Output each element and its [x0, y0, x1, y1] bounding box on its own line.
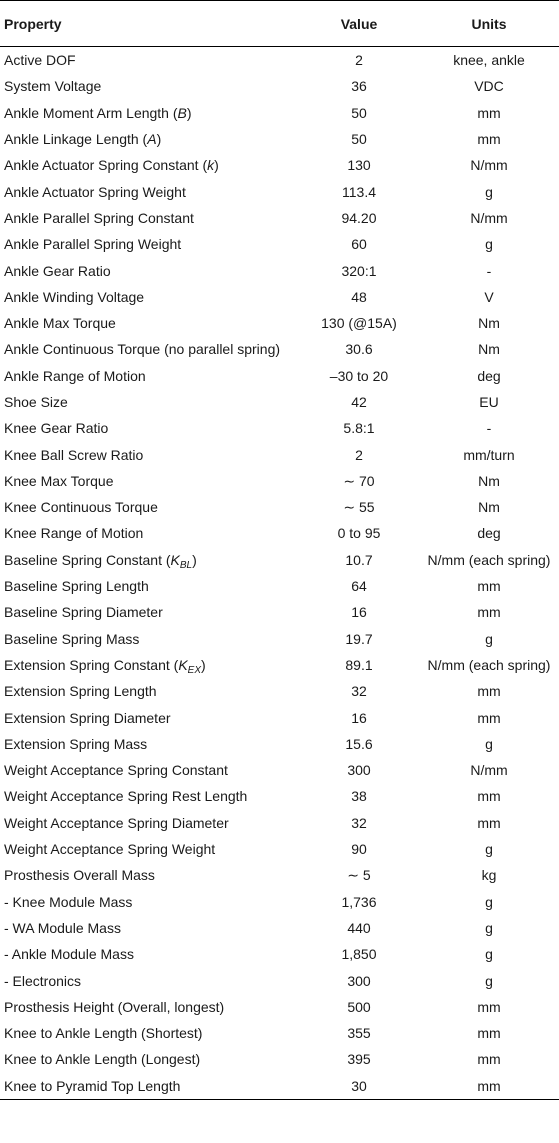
units-cell: mm: [477, 998, 501, 1015]
units-cell: deg: [477, 367, 501, 384]
property-cell: [0, 731, 299, 757]
value-cell: 64: [351, 578, 367, 595]
table-row: [0, 441, 559, 467]
table-row: [0, 100, 559, 126]
table-row: [0, 126, 559, 152]
table-row: [0, 363, 559, 389]
property-cell: [0, 836, 299, 862]
table-row: [0, 336, 559, 362]
table-row: [0, 389, 559, 415]
property-cell: [0, 47, 299, 74]
value-cell: 50: [351, 104, 367, 121]
table-row: [0, 1046, 559, 1072]
table-row: [0, 152, 559, 178]
units-cell: knee, ankle: [453, 52, 525, 69]
property-cell: [0, 994, 299, 1020]
property-label: - Knee Module Mass: [4, 893, 133, 910]
table-row: [0, 178, 559, 204]
units-cell: mm: [477, 709, 501, 726]
table-row: [0, 1020, 559, 1046]
property-label: Ankle Continuous Torque (no parallel spring): [4, 341, 281, 358]
property-cell: [0, 310, 299, 336]
value-cell: 42: [351, 394, 367, 410]
units-cell: EU: [479, 394, 499, 410]
property-label: Weight Acceptance Spring Rest Length: [4, 788, 248, 805]
table-row: [0, 941, 559, 967]
property-cell: [0, 441, 299, 467]
value-cell: 2: [355, 446, 363, 463]
value-cell: 2: [355, 52, 363, 69]
property-symbol: B: [177, 104, 187, 121]
units-cell: -: [486, 262, 492, 279]
header-value: Value: [299, 1, 419, 47]
units-cell: N/mm: [470, 209, 508, 226]
property-label: Ankle Parallel Spring Constant: [4, 209, 194, 226]
property-cell: [0, 126, 299, 152]
property-cell: [0, 363, 299, 389]
value-cell: ∼ 70: [343, 472, 375, 489]
header-row: [0, 1, 559, 47]
units-cell: N/mm (each spring): [427, 656, 551, 673]
property-label: Prosthesis Overall Mass: [4, 867, 155, 884]
value-cell: 300: [347, 972, 371, 989]
property-label: Extension Spring Mass: [4, 735, 148, 752]
units-cell: VDC: [474, 78, 504, 95]
value-cell: 113.4: [342, 183, 376, 200]
property-label: Prosthesis Height (Overall, longest): [4, 998, 225, 1015]
property-label: Knee Continuous Torque: [4, 499, 158, 516]
value-cell: 440: [347, 919, 371, 936]
property-cell: [0, 389, 299, 415]
property-label: Baseline Spring Diameter: [4, 604, 163, 621]
units-cell: g: [485, 893, 493, 910]
units-cell: -: [486, 420, 492, 437]
table-row: [0, 547, 559, 573]
units-cell: N/mm: [470, 157, 508, 174]
property-suffix: ): [201, 656, 206, 673]
table-row: [0, 626, 559, 652]
table-row: [0, 284, 559, 310]
property-cell: [0, 336, 299, 362]
units-cell: deg: [477, 525, 501, 542]
units-cell: g: [485, 630, 493, 647]
units-cell: g: [485, 919, 493, 936]
value-cell: ∼ 55: [343, 499, 375, 516]
property-cell: [0, 547, 299, 573]
property-label: Knee Ball Screw Ratio: [4, 446, 144, 463]
table-row: [0, 967, 559, 993]
property-cell: [0, 941, 299, 967]
value-cell: 10.7: [345, 551, 373, 568]
units-cell: N/mm: [470, 762, 508, 779]
property-cell: [0, 415, 299, 441]
property-label: Ankle Gear Ratio: [4, 262, 111, 279]
value-cell: 36: [351, 78, 367, 95]
property-label: Weight Acceptance Spring Diameter: [4, 814, 229, 831]
property-label: Baseline Spring Constant (: [4, 551, 171, 568]
value-cell: 300: [347, 762, 371, 779]
property-label: Ankle Actuator Spring Weight: [4, 183, 186, 200]
units-cell: g: [485, 236, 493, 253]
property-cell: [0, 178, 299, 204]
property-label: Knee to Pyramid Top Length: [4, 1077, 181, 1094]
property-cell: [0, 257, 299, 283]
property-label: Active DOF: [4, 52, 76, 69]
property-cell: [0, 73, 299, 99]
value-cell: 32: [351, 814, 367, 831]
table-row: [0, 836, 559, 862]
property-symbol-subscript: BL: [179, 559, 193, 571]
units-cell: mm: [477, 604, 501, 621]
property-label: Ankle Max Torque: [4, 315, 116, 332]
table-row: [0, 468, 559, 494]
property-symbol: K: [170, 551, 180, 568]
property-symbol: k: [207, 157, 215, 174]
property-label: Ankle Range of Motion: [4, 367, 146, 384]
property-cell: [0, 573, 299, 599]
table-row: [0, 704, 559, 730]
property-cell: [0, 704, 299, 730]
table-row: [0, 494, 559, 520]
value-cell: 1,850: [341, 946, 377, 963]
property-symbol: K: [178, 656, 188, 673]
property-label: Ankle Actuator Spring Constant (: [4, 157, 208, 174]
units-cell: mm: [477, 131, 501, 148]
property-cell: [0, 810, 299, 836]
value-cell: 38: [351, 788, 367, 805]
table-row: [0, 862, 559, 888]
value-cell: 60: [351, 236, 367, 253]
units-cell: mm: [477, 104, 501, 121]
units-cell: Nm: [478, 341, 500, 358]
table-row: [0, 994, 559, 1020]
value-cell: 355: [347, 1025, 371, 1042]
value-cell: 32: [351, 683, 367, 700]
property-suffix: ): [214, 157, 219, 174]
property-label: Ankle Parallel Spring Weight: [4, 236, 182, 253]
table-row: [0, 915, 559, 941]
table-row: [0, 520, 559, 546]
table-row: [0, 889, 559, 915]
table-row: [0, 310, 559, 336]
property-suffix: ): [156, 131, 162, 148]
units-cell: mm: [477, 683, 501, 700]
units-cell: mm: [477, 814, 501, 831]
property-cell: [0, 626, 299, 652]
property-label: Ankle Winding Voltage: [4, 288, 145, 305]
property-cell: [0, 599, 299, 625]
table-row: [0, 257, 559, 283]
table-row: [0, 73, 559, 99]
value-cell: 48: [351, 288, 367, 305]
value-cell: ∼ 5: [347, 867, 371, 884]
units-cell: g: [485, 841, 493, 858]
header-property: Property: [0, 1, 299, 47]
value-cell: 50: [351, 131, 367, 148]
header-units: Units: [419, 1, 559, 47]
property-cell: [0, 100, 299, 126]
property-cell: [0, 520, 299, 546]
table-row: [0, 599, 559, 625]
units-cell: mm: [477, 1051, 501, 1068]
property-cell: [0, 205, 299, 231]
property-suffix: ): [192, 551, 197, 568]
table-row: [0, 757, 559, 783]
value-cell: 5.8:1: [343, 420, 375, 437]
property-cell: [0, 915, 299, 941]
property-label: Knee Range of Motion: [4, 525, 144, 542]
value-cell: 94.20: [341, 209, 377, 226]
table-row: [0, 573, 559, 599]
units-cell: g: [485, 735, 493, 752]
property-label: Extension Spring Diameter: [4, 709, 171, 726]
value-cell: 89.1: [345, 656, 373, 673]
property-label: Ankle Linkage Length (: [4, 131, 148, 148]
units-cell: Nm: [478, 472, 500, 489]
table-body: [0, 47, 559, 1100]
units-cell: g: [485, 183, 493, 200]
table-row: [0, 47, 559, 74]
property-label: Weight Acceptance Spring Weight: [4, 841, 216, 858]
property-label: Weight Acceptance Spring Constant: [4, 762, 228, 779]
property-cell: [0, 1073, 299, 1100]
units-cell: N/mm (each spring): [427, 551, 551, 568]
table-row: [0, 810, 559, 836]
value-cell: 395: [347, 1051, 371, 1068]
units-cell: kg: [481, 867, 497, 884]
value-cell: 130 (@15A): [321, 315, 397, 332]
property-cell: [0, 678, 299, 704]
property-cell: [0, 652, 299, 678]
property-cell: [0, 862, 299, 888]
property-cell: [0, 757, 299, 783]
property-cell: [0, 284, 299, 310]
table-row: [0, 231, 559, 257]
value-cell: 90: [351, 841, 367, 858]
units-cell: mm/turn: [463, 446, 515, 463]
property-label: - WA Module Mass: [4, 919, 121, 936]
property-cell: [0, 1046, 299, 1072]
property-label: Extension Spring Length: [4, 683, 157, 700]
property-label: Baseline Spring Mass: [4, 630, 140, 647]
table-header: [0, 1, 559, 47]
table-row: [0, 1073, 559, 1100]
property-cell: [0, 889, 299, 915]
value-cell: 500: [347, 998, 371, 1015]
units-cell: V: [484, 288, 494, 305]
table-row: [0, 731, 559, 757]
value-cell: 16: [351, 604, 367, 621]
units-cell: Nm: [478, 499, 500, 516]
units-cell: mm: [419, 1073, 559, 1100]
table-row: [0, 652, 559, 678]
property-label: Knee Max Torque: [4, 472, 114, 489]
property-label: Shoe Size: [4, 394, 68, 410]
property-label: - Electronics: [4, 972, 82, 989]
property-label: Baseline Spring Length: [4, 578, 149, 595]
property-cell: [0, 783, 299, 809]
property-label: Knee to Ankle Length (Longest): [4, 1051, 201, 1068]
table-row: [0, 205, 559, 231]
units-cell: g: [485, 946, 493, 963]
value-cell: 15.6: [345, 735, 373, 752]
value-cell: 1,736: [341, 893, 377, 910]
table-row: [0, 678, 559, 704]
property-label: - Ankle Module Mass: [4, 946, 134, 963]
units-cell: Nm: [478, 315, 500, 332]
property-label: Extension Spring Constant (: [4, 656, 179, 673]
property-symbol-subscript: EX: [187, 664, 202, 676]
table-row: [0, 783, 559, 809]
property-label: Knee Gear Ratio: [4, 420, 109, 437]
value-cell: 30: [299, 1073, 419, 1100]
value-cell: 30.6: [345, 341, 373, 358]
property-cell: [0, 967, 299, 993]
value-cell: 16: [351, 709, 367, 726]
table-row: [0, 415, 559, 441]
units-cell: g: [485, 972, 493, 989]
property-cell: [0, 152, 299, 178]
property-symbol: A: [147, 131, 157, 148]
property-suffix: ): [186, 104, 192, 121]
property-label: Knee to Ankle Length (Shortest): [4, 1025, 203, 1042]
value-cell: 130: [347, 157, 371, 174]
value-cell: –30 to 20: [329, 367, 389, 384]
units-cell: mm: [477, 788, 501, 805]
property-cell: [0, 1020, 299, 1046]
property-cell: [0, 494, 299, 520]
property-cell: [0, 468, 299, 494]
value-cell: 320:1: [341, 262, 377, 279]
value-cell: 0 to 95: [337, 525, 381, 542]
property-label: System Voltage: [4, 78, 102, 95]
property-label: Ankle Moment Arm Length (: [4, 104, 178, 121]
units-cell: mm: [477, 1025, 501, 1042]
units-cell: mm: [477, 578, 501, 595]
value-cell: 19.7: [345, 630, 373, 647]
property-cell: [0, 231, 299, 257]
